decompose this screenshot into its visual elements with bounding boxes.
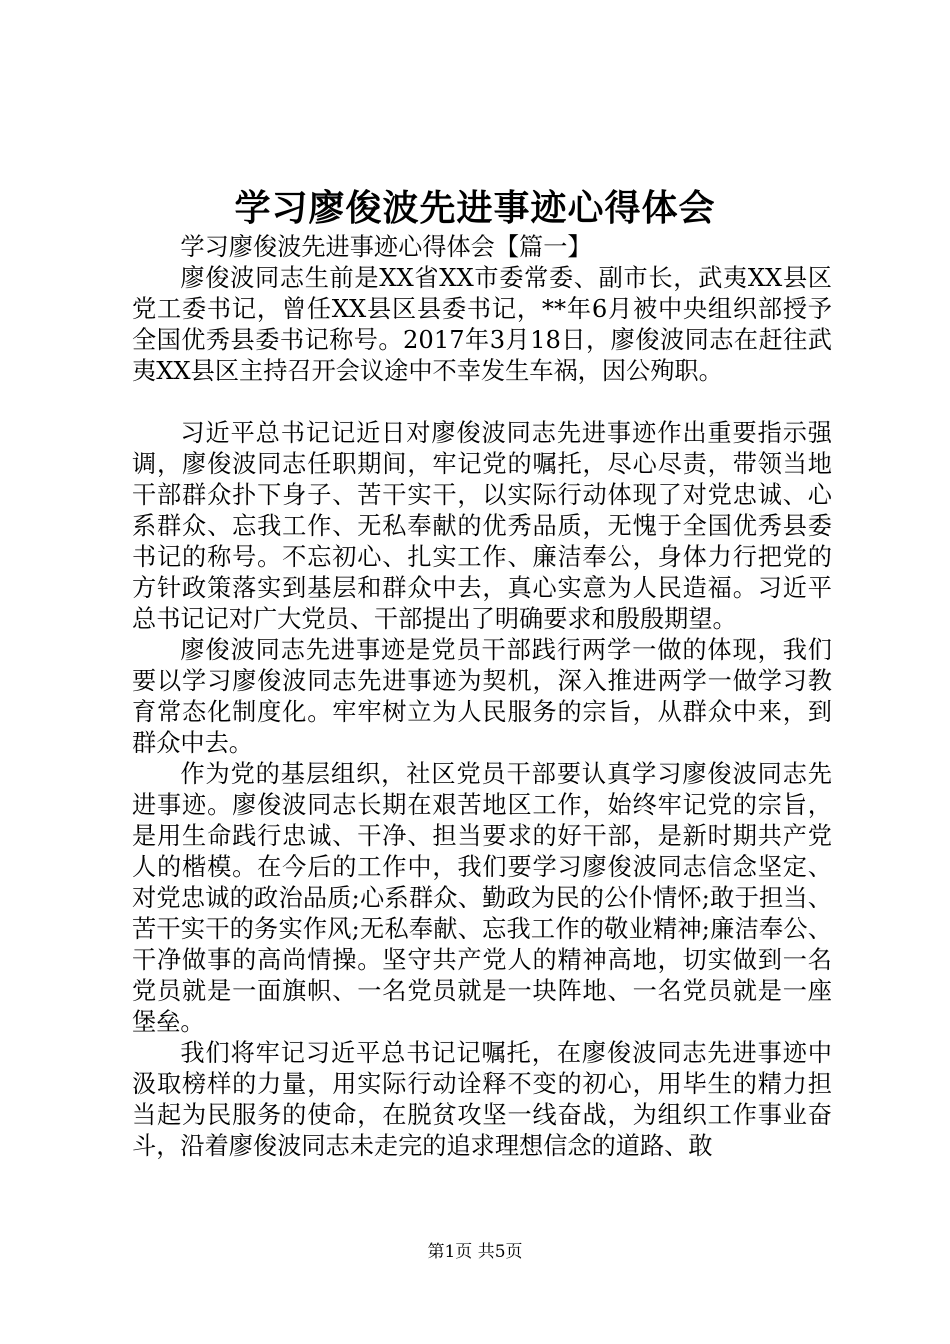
document-body bbox=[132, 232, 832, 1162]
paragraph: 廖俊波同志先进事迹是党员干部践行两学一做的体现，我们要以学习廖俊波同志先进事迹为契机，深入推进两学一做学习教育常态化制度化。牢牢树立为人民服务的宗旨，从群众中来，到群众中去。 bbox=[132, 636, 832, 757]
document-title: 学习廖俊波先进事迹心得体会 bbox=[234, 187, 716, 229]
section-heading: 学习廖俊波先进事迹心得体会【篇一】 bbox=[180, 233, 592, 261]
paragraph: 习近平总书记记近日对廖俊波同志先进事迹作出重要指示强调，廖俊波同志任职期间，牢记党的嘱托，尽心尽责，带领当地干部群众扑下身子、苦干实干，以实际行动体现了对党忠诚、心系群众、忘我工作、无私奉献的优秀品质，无愧于全国优秀县委书记的称号。不忘初心、扎实工作、廉洁奉公，身体力行把党的方针政策落实到基层和群众中去，真心实意为人民造福。习近平总书记记对广大党员、干部提出了明确要求和殷殷期望。 bbox=[132, 419, 832, 633]
paragraph: 廖俊波同志生前是XX省XX市委常委、副市长，武夷XX县区党工委书记，曾任XX县区县委书记，**年6月被中央组织部授予全国优秀县委书记称号。2017年3月18日，廖俊波同志在赶往武夷XX县区主持召开会议途中不幸发生车祸，因公殉职。 bbox=[132, 264, 832, 385]
page-footer: 第1页 共5页 bbox=[427, 1242, 523, 1262]
paragraph: 我们将牢记习近平总书记记嘱托，在廖俊波同志先进事迹中汲取榜样的力量，用实际行动诠释不变的初心，用毕生的精力担当起为民服务的使命，在脱贫攻坚一线奋战，为组织工作事业奋斗，沿着廖俊波同志未走完的追求理想信念的道路、敢 bbox=[132, 1039, 832, 1160]
paragraph: 作为党的基层组织，社区党员干部要认真学习廖俊波同志先进事迹。廖俊波同志长期在艰苦地区工作，始终牢记党的宗旨，是用生命践行忠诚、干净、担当要求的好干部，是新时期共产党人的楷模。在今后的工作中，我们要学习廖俊波同志信念坚定、对党忠诚的政治品质;心系群众、勤政为民的公仆情怀;敢于担当、苦干实干的务实作风;无私奉献、忘我工作的敬业精神;廉洁奉公、干净做事的高尚情操。坚守共产党人的精神高地，切实做到一名党员就是一面旗帜、一名党员就是一块阵地、一名党员就是一座堡垒。 bbox=[132, 760, 832, 1036]
